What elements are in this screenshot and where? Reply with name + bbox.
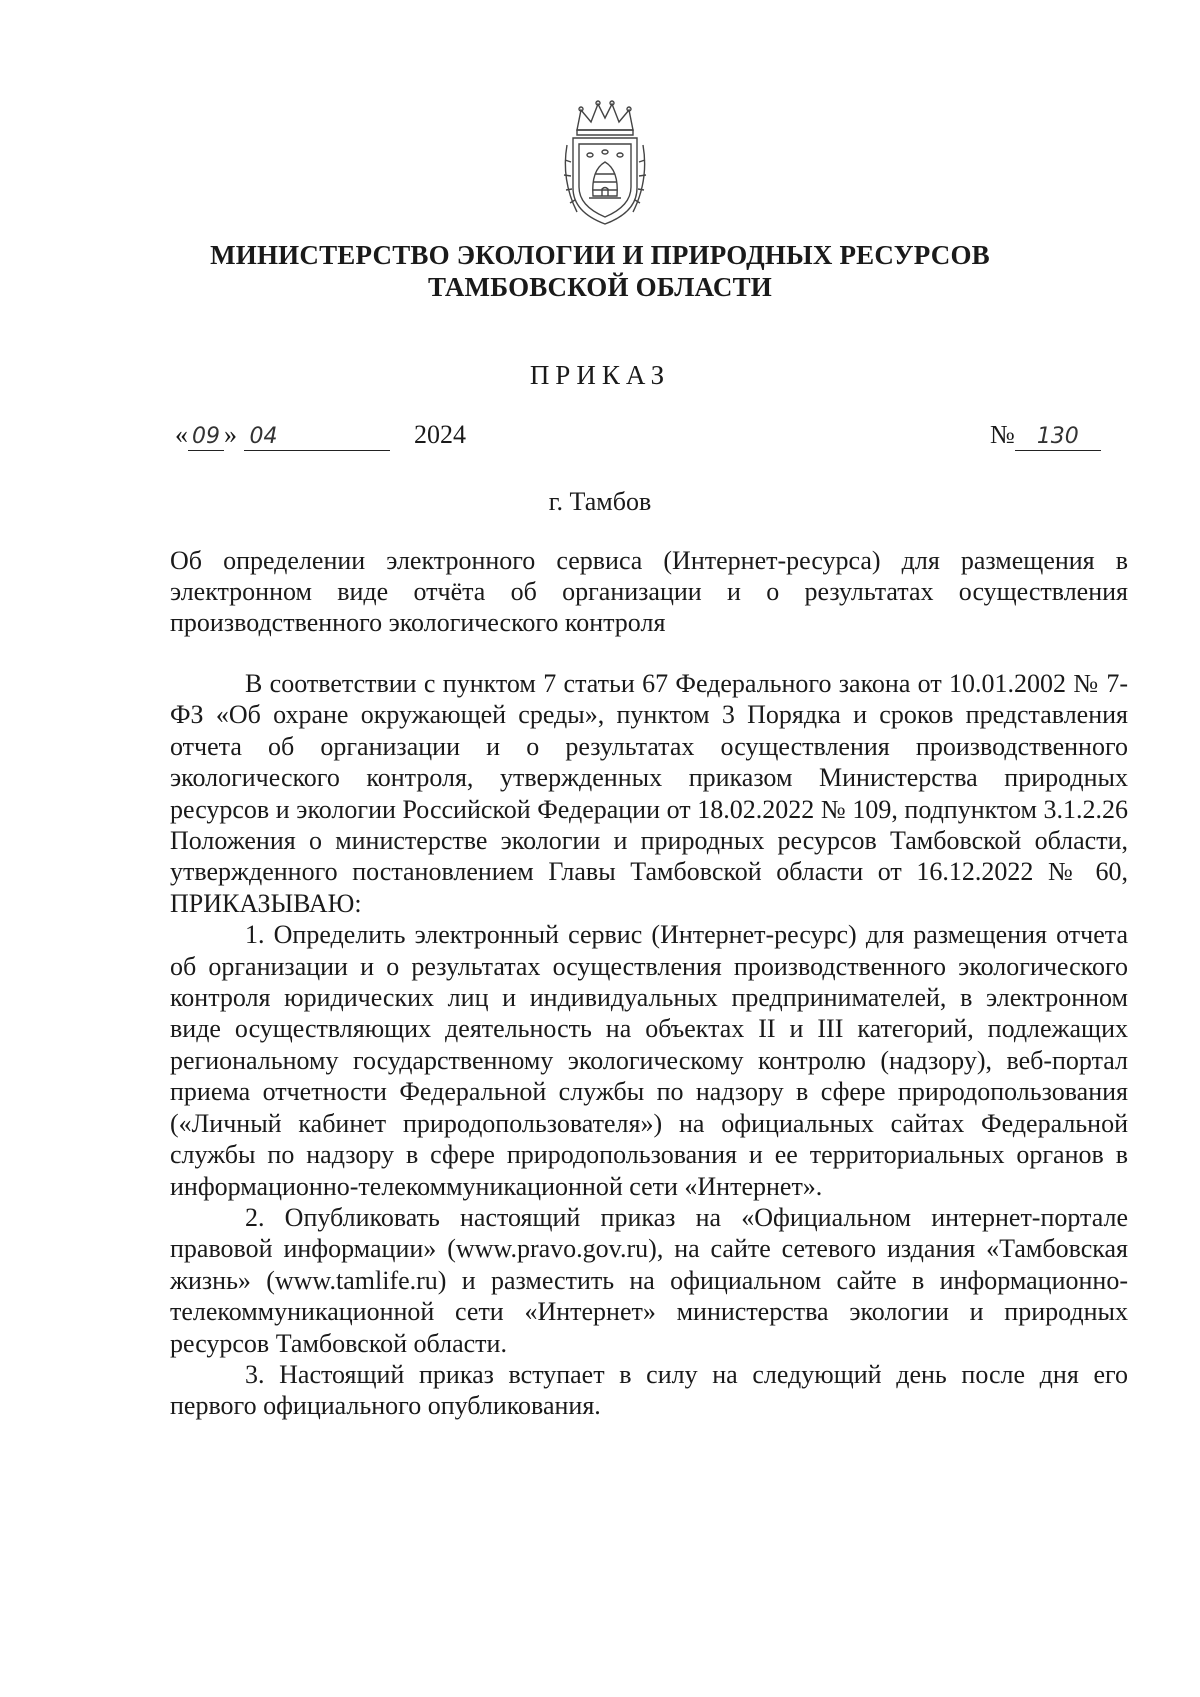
ministry-name-line1: МИНИСТЕРСТВО ЭКОЛОГИИ И ПРИРОДНЫХ РЕСУРСОВ bbox=[210, 240, 990, 270]
city-line: г. Тамбов bbox=[548, 487, 652, 516]
number-prefix: № bbox=[990, 420, 1015, 449]
order-item-2: 2. Опубликовать настоящий приказ на «Официальном интернет-портале правовой информации» (www.pravo.gov.ru), на сайте сетевого издания «Тамбовская жизнь» (www.tamlife.ru) и разместить на официальном сайте в информационно-телекоммуникационной сети «Интернет» министерства экологии и природных ресурсов Тамбовской области. bbox=[170, 1202, 1128, 1358]
date-open-quote: « bbox=[175, 420, 188, 449]
document-number bbox=[990, 420, 1101, 451]
coat-of-arms-emblem bbox=[555, 100, 655, 228]
date-month: 04 bbox=[244, 424, 390, 451]
document-type-heading: ПРИКАЗ bbox=[529, 360, 671, 390]
number-value: 130 bbox=[1015, 424, 1101, 451]
date-year: 2024 bbox=[414, 420, 466, 449]
ministry-name-line2: ТАМБОВСКОЙ ОБЛАСТИ bbox=[427, 272, 773, 302]
preamble-paragraph: В соответствии с пунктом 7 статьи 67 Федерального закона от 10.01.2002 № 7-ФЗ «Об охране окружающей среды», пунктом 3 Порядка и сроков представления отчета об организации и о результатах осуществления производственного экологического контроля, утвержденных приказом Министерства природных ресурсов и экологии Российской Федерации от 18.02.2022 № 109, подпунктом 3.1.2.26 Положения о министерстве экологии и природных ресурсов Тамбовской области, утвержденного постановлением Главы Тамбовской области от 16.12.2022 № 60, ПРИКАЗЫВАЮ: bbox=[170, 669, 1128, 918]
order-item-1: 1. Определить электронный сервис (Интернет-ресурс) для размещения отчета об организации и о результатах осуществления производственного экологического контроля юридических лиц и индивидуальных предпринимателей, в электронном виде осуществляющих деятельность на объектах II и III категорий, подлежащих региональному государственному экологическому контролю (надзору), веб-портал приема отчетности Федеральной службы по надзору в сфере природопользования («Личный кабинет природопользователя») на официальных сайтах Федеральной службы по надзору в сфере природопользования и ее территориальных органов в информационно-телекоммуникационной сети «Интернет». bbox=[170, 920, 1128, 1201]
document-date bbox=[175, 420, 466, 451]
date-close-quote: » bbox=[224, 420, 237, 449]
document-body bbox=[170, 668, 1128, 1422]
date-day: 09 bbox=[188, 424, 224, 451]
order-item-3: 3. Настоящий приказ вступает в силу на следующий день после дня его первого официального опубликования. bbox=[170, 1359, 1128, 1421]
document-title: Об определении электронного сервиса (Интернет-ресурса) для размещения в электронном виде отчёта об организации и о результатах осуществления производственного экологического контроля bbox=[170, 546, 1128, 637]
